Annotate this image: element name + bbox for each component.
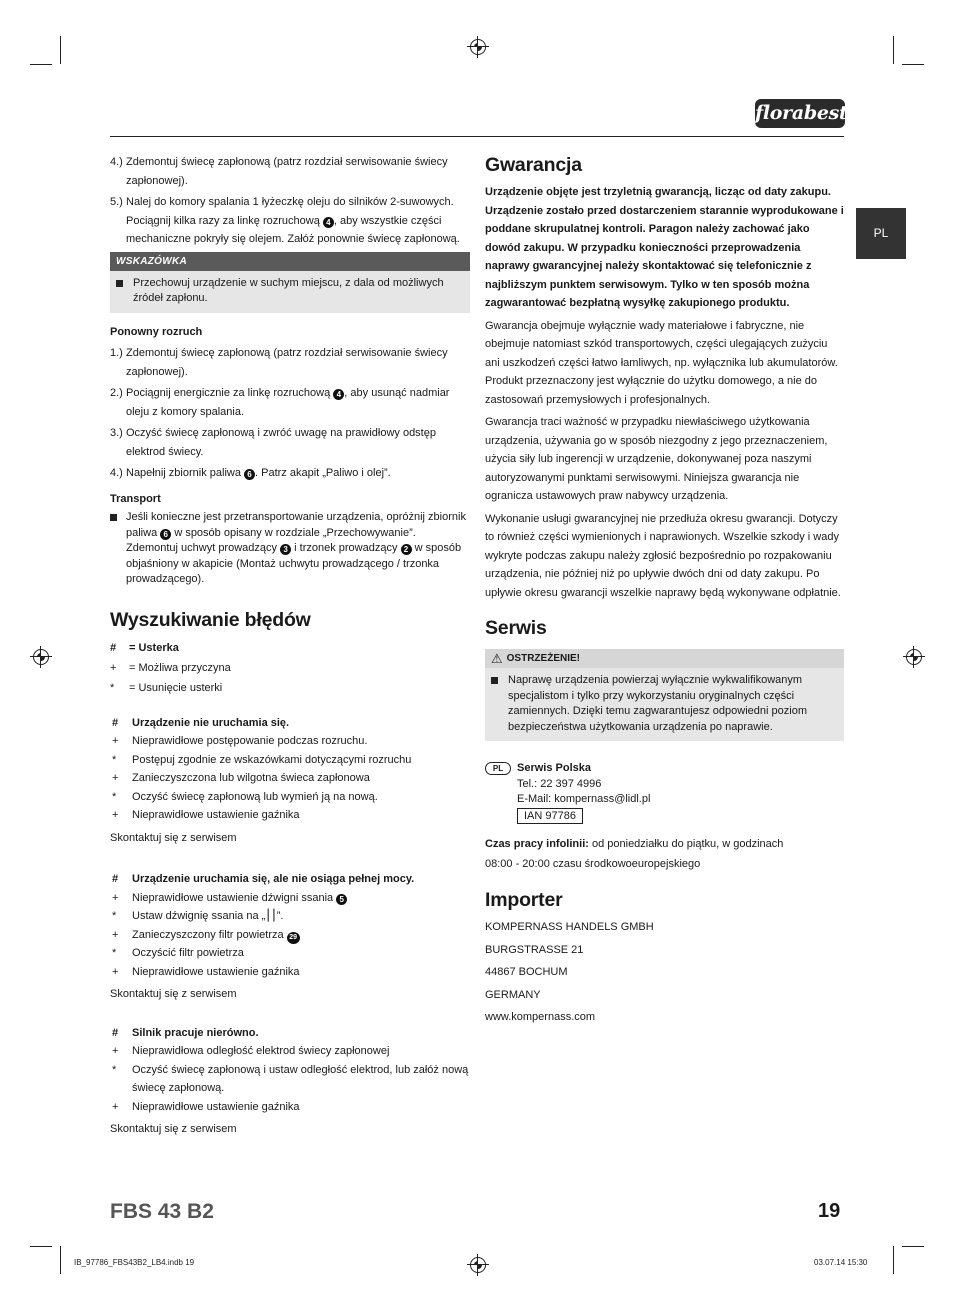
issue-block: # Urządzenie nie uruchamia się. + Nieprawidłowe postępowanie podczas rozruchu. * Postępuj zgodnie ze wskazówkami dotyczącymi rozruchu + Zanieczyszczona lub wilgotna świeca zapłonowa * Oczyść świecę zapłonową lub wymień ją na nową. + Nieprawidłowe ustawienie gaźnika Skontaktuj się z serwisem <box>110 714 470 848</box>
step-number: 4.) <box>110 467 123 479</box>
reference-number: 5 <box>336 894 347 905</box>
list-item: + Nieprawidłowa odległość elektrod świecy zapłonowej <box>112 1045 390 1057</box>
crop-mark <box>30 64 52 65</box>
brand-logo: florabest <box>755 99 845 128</box>
reference-number: 6 <box>244 469 255 480</box>
registration-mark-icon <box>470 39 486 55</box>
list-item: * Oczyść świecę zapłonową lub wymień ją na nową. <box>112 790 378 803</box>
reference-number: 29 <box>287 932 300 944</box>
step-text: , aby usunąć nadmiar oleju z komory spalania. <box>126 387 450 418</box>
list-item: * Oczyścić filtr powietrza <box>112 947 244 959</box>
step-text: Oczyść świecę zapłonową i zwróć uwagę na prawidłowy odstęp elektrod świecy. <box>126 427 436 458</box>
reference-number: 4 <box>323 217 334 228</box>
step-text: Napełnij zbiornik paliwa <box>126 467 241 479</box>
warranty-heading: Gwarancja <box>485 154 582 176</box>
language-tab: PL <box>856 208 906 259</box>
service-name: Serwis Polska <box>517 762 591 774</box>
warranty-paragraph: Gwarancja obejmuje wyłącznie wady materiałowe i fabryczne, nie obejmuje natomiast szkód transportowych, części ulegających zużyciu ani uszkodzeń części łatwo łamliwych, np. wyłącznika lub akumulatorów. Produkt przeznaczony jest wyłącznie do użytku domowego, a nie do zastosowań przemysłowych i profesjonalnych. <box>485 319 838 406</box>
list-item: + Nieprawidłowe ustawienie gaźnika <box>112 809 300 821</box>
importer-address: KOMPERNASS HANDELS GMBH BURGSTRASSE 21 44867 BOCHUM GERMANY www.kompernass.com <box>485 916 844 1029</box>
step-text: Pociągnij energicznie za linkę rozruchową <box>126 387 331 399</box>
restart-steps <box>110 344 470 483</box>
bullet-icon <box>491 677 498 684</box>
reference-number: 4 <box>333 389 344 400</box>
contact-note: Skontaktuj się z serwisem <box>110 1123 237 1135</box>
step-text: Zdemontuj świecę zapłonową (patrz rozdział serwisowanie świecy zapłonowej). <box>126 156 448 187</box>
registration-mark-icon <box>470 1257 486 1273</box>
list-item: + Nieprawidłowe ustawienie dźwigni ssania 5 <box>110 889 470 908</box>
step-item <box>110 464 470 483</box>
step-number: 1.) <box>110 347 123 359</box>
print-timestamp: 03.07.14 15:30 <box>814 1258 868 1267</box>
list-item: * Oczyść świecę zapłonową i ustaw odległość elektrod, lub załóż nową świecę zapłonową. <box>112 1063 469 1094</box>
issue-title: Urządzenie nie uruchamia się. <box>132 716 290 729</box>
reference-number: 6 <box>160 529 171 540</box>
contact-note: Skontaktuj się z serwisem <box>110 831 237 844</box>
hotline-hours: Czas pracy infolinii: od poniedziałku do piątku, w godzinach 08:00 - 20:00 czasu środkowoeuropejskiego <box>485 838 784 870</box>
ian-number: IAN 97786 <box>517 808 583 824</box>
left-column <box>110 153 470 1139</box>
list-item: + Nieprawidłowe postępowanie podczas rozruchu. <box>112 735 368 747</box>
warning-box <box>485 649 844 741</box>
list-item: + Nieprawidłowe ustawienie gaźnika <box>112 1100 300 1113</box>
issue-title: Silnik pracuje nierówno. <box>132 1026 259 1039</box>
model-number: FBS 43 B2 <box>110 1200 214 1223</box>
print-slug: IB_97786_FBS43B2_LB4.indb 19 <box>74 1258 195 1267</box>
importer-heading: Importer <box>485 889 563 911</box>
crop-mark <box>60 36 61 64</box>
issue-block: # Urządzenie uruchamia się, ale nie osiąga pełnej mocy. + Nieprawidłowe ustawienie dźwigni ssania 5 * Ustaw dźwignię ssania na „⎮⎮”. + Zanieczyszczony filtr powietrza 29 * Oczyścić filtr powietrza + Nieprawidłowe ustawienie gaźnika Skontaktuj się z serwisem <box>110 870 470 1004</box>
warranty-paragraph: Gwarancja traci ważność w przypadku niewłaściwego użytkowania urządzenia, używania go w sposób niezgodny z jego przeznaczeniem, użycia siły lub ingerencji w urządzenie, dokonywanej poza naszymi autoryzowanymi punktami serwisowymi. Niniejsza gwarancja nie ogranicza ustawowych praw nabywcy urządzenia. <box>485 416 828 502</box>
step-item <box>110 384 470 421</box>
list-item: + Nieprawidłowe ustawienie gaźnika <box>112 965 300 978</box>
steps-list <box>110 153 470 249</box>
issue-block: # Silnik pracuje nierówno. + Nieprawidłowa odległość elektrod świecy zapłonowej * Oczyść świecę zapłonową i ustaw odległość elektrod, lub załóż nową świecę zapłonową. + Nieprawidłowe ustawienie gaźnika Skontaktuj się z serwisem <box>110 1024 470 1139</box>
step-number: 4.) <box>110 156 123 168</box>
contact-note: Skontaktuj się z serwisem <box>110 988 237 1000</box>
step-number: 3.) <box>110 427 123 439</box>
country-badge: PL <box>485 762 511 775</box>
step-item <box>110 153 470 190</box>
crop-mark <box>30 1246 52 1247</box>
step-item <box>110 344 470 381</box>
step-text: , aby wszystkie części mechaniczne pokryły się olejem. Załóż ponownie świecę zapłonową. <box>126 214 460 245</box>
transport-heading: Transport <box>110 492 161 505</box>
list-item: * Postępuj zgodnie ze wskazówkami dotyczącymi rozruchu <box>112 753 412 766</box>
note-text: Przechowuj urządzenie w suchym miejscu, z dala od możliwych źródeł zapłonu. <box>133 276 444 304</box>
registration-mark-icon <box>33 649 49 665</box>
service-phone: Tel.: 22 397 4996 <box>517 777 602 790</box>
page-number: 19 <box>818 1200 841 1222</box>
list-item: + Zanieczyszczona lub wilgotna świeca zapłonowa <box>112 772 370 784</box>
crop-mark <box>902 1246 924 1247</box>
reference-number: 3 <box>280 544 291 555</box>
warning-triangle-icon: ⚠ <box>491 651 503 666</box>
service-contact <box>485 761 844 824</box>
service-email: E-Mail: kompernass@lidl.pl <box>517 793 651 805</box>
transport-text: Jeśli konieczne jest przetransportowanie urządzenia, opróżnij zbiornik paliwa 6 w sposób opisany w rozdziale „Przechowywanie”. Zdemontuj uchwyt prowadzący 3 i trzonek prowadzący 2 w sposób objaśniony w akapicie (Montaż uchwytu prowadzącego / trzonka prowadzącego). <box>110 510 470 588</box>
bullet-icon <box>116 280 123 287</box>
registration-mark-icon <box>906 649 922 665</box>
troubleshooting-heading: Wyszukiwanie błędów <box>110 608 311 631</box>
warranty-bold-text: Urządzenie objęte jest trzyletnią gwarancją, licząc od daty zakupu. Urządzenie zostało przed dostarczeniem starannie wyprodukowane i poddane skrupulatnej kontroli. Paragon należy zachować jako dowód zakupu. W przypadku konieczności przeprowadzenia naprawy gwarancyjnej należy skontaktować się telefonicznie z najbliższym punktem serwisowym. Tylko w ten sposób można zagwarantować bezpłatną wysyłkę zakupionego produktu. <box>485 186 844 309</box>
crop-mark <box>902 64 924 65</box>
importer-website[interactable]: www.kompernass.com <box>485 1011 596 1023</box>
right-column <box>485 153 844 1029</box>
list-item: * Ustaw dźwignię ssania na „⎮⎮”. <box>112 910 284 922</box>
warranty-paragraph: Wykonanie usługi gwarancyjnej nie przedłuża okresu gwarancji. Dotyczy to również części wymienionych i naprawionych. Wszelkie szkody i wady wykryte podczas zakupu należy zgłosić bezpośrednio po rozpakowaniu urządzenia, nie później niż po upływie dwóch dni od daty zakupu. Po upływie okresu gwarancji wszelkie naprawy będą wykonywane odpłatnie. <box>485 512 841 599</box>
list-item: + Zanieczyszczony filtr powietrza 29 <box>110 926 470 945</box>
service-heading: Serwis <box>485 617 547 639</box>
legend: # = Usterka + = Możliwa przyczyna * = Usunięcie usterki <box>110 641 231 694</box>
issue-title: Urządzenie uruchamia się, ale nie osiąga pełnej mocy. <box>132 873 415 885</box>
step-number: 5.) <box>110 196 123 208</box>
bullet-icon <box>110 514 117 521</box>
reference-number: 2 <box>401 544 412 555</box>
step-number: 2.) <box>110 387 123 399</box>
warning-title: OSTRZEŻENIE! <box>506 653 580 664</box>
warning-text: Naprawę urządzenia powierzaj wyłącznie wykwalifikowanym specjalistom i tylko przy wykorzystaniu oryginalnych części zamiennych. Dzięki temu zagwarantujesz odpowiedni poziom bezpieczeństwa użytkowania urządzenia po naprawie. <box>508 674 807 733</box>
step-item <box>110 424 470 461</box>
note-title: WSKAZÓWKA <box>110 252 470 271</box>
step-text: . Patrz akapit „Paliwo i olej”. <box>255 467 391 479</box>
restart-heading: Ponowny rozruch <box>110 325 203 338</box>
crop-mark <box>893 36 894 64</box>
step-text: Zdemontuj świecę zapłonową (patrz rozdział serwisowanie świecy zapłonowej). <box>126 347 448 378</box>
crop-mark <box>893 1246 894 1274</box>
header-rule <box>110 136 844 137</box>
step-text: Nalej do komory spalania 1 łyżeczkę oleju do silników 2-suwowych. Pociągnij kilka razy za linkę rozruchową <box>126 196 454 227</box>
note-box <box>110 252 470 313</box>
step-item <box>110 193 470 249</box>
crop-mark <box>60 1246 61 1274</box>
